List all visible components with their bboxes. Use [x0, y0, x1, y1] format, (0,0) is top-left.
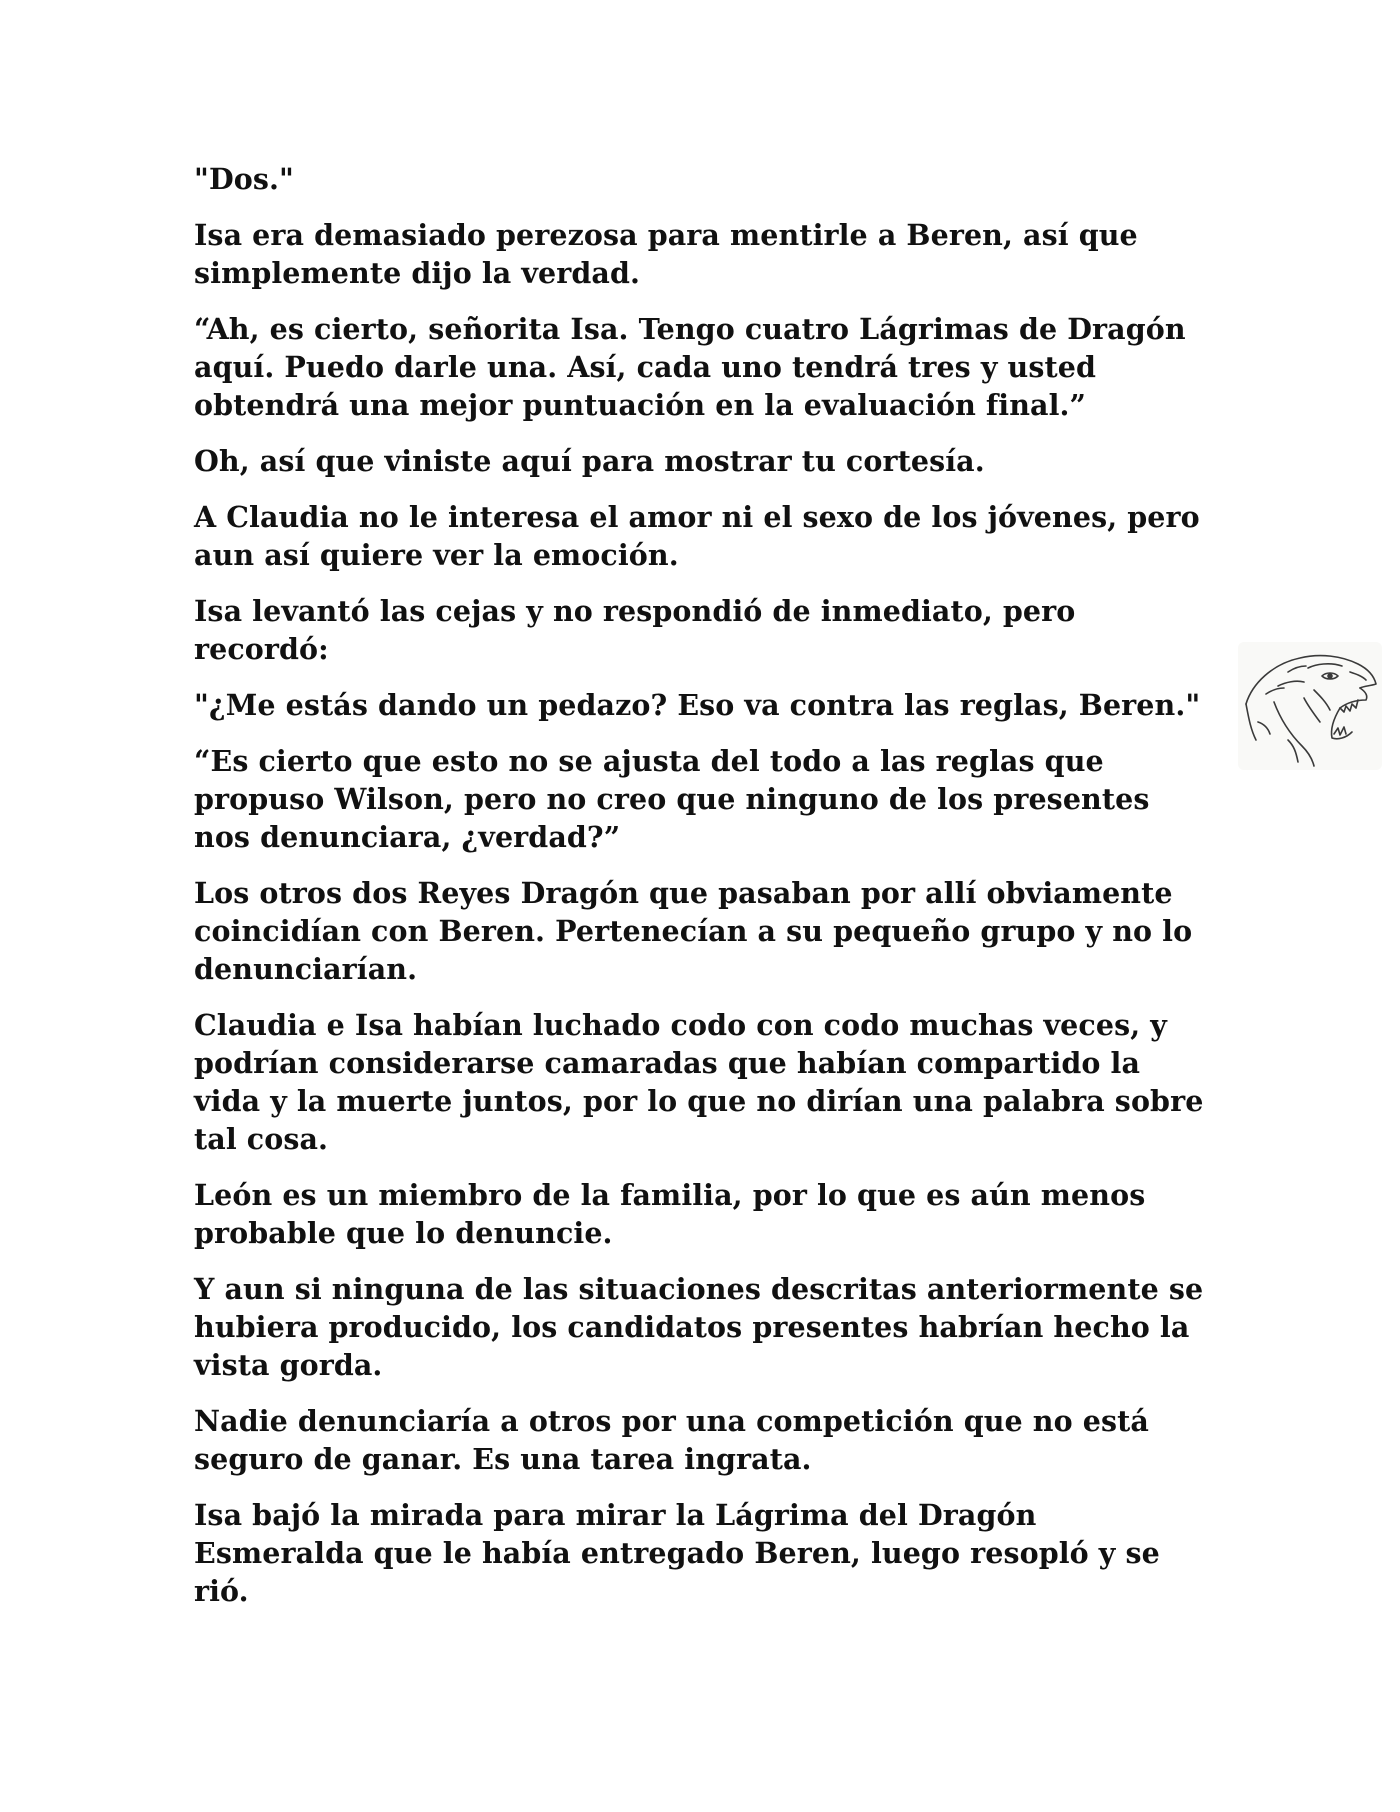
body-text	[194, 160, 1204, 1628]
paragraph-13: Nadie denunciaría a otros por una competición que no está seguro de ganar. Es una tarea ingrata.	[194, 1404, 1149, 1476]
paragraph-6: Isa levantó las cejas y no respondió de inmediato, pero recordó:	[194, 594, 1076, 666]
paragraph-8: “Es cierto que esto no se ajusta del todo a las reglas que propuso Wilson, pero no creo que ninguno de los presentes nos denunciara, ¿verdad?”	[194, 744, 1150, 854]
dinosaur-head-sketch-icon	[1238, 642, 1382, 770]
paragraph-2: Isa era demasiado perezosa para mentirle a Beren, así que simplemente dijo la verdad.	[194, 218, 1138, 290]
paragraph-12: Y aun si ninguna de las situaciones descritas anteriormente se hubiera producido, los candidatos presentes habrían hecho la vista gorda.	[194, 1272, 1204, 1382]
paragraph-4: Oh, así que viniste aquí para mostrar tu cortesía.	[194, 444, 985, 478]
paragraph-1: "Dos."	[194, 162, 294, 196]
paragraph-3: “Ah, es cierto, señorita Isa. Tengo cuatro Lágrimas de Dragón aquí. Puedo darle una. Así, cada uno tendrá tres y usted obtendrá una mejor puntuación en la evaluación final.”	[194, 312, 1186, 422]
paragraph-7: "¿Me estás dando un pedazo? Eso va contra las reglas, Beren."	[194, 688, 1201, 722]
paragraph-11: León es un miembro de la familia, por lo que es aún menos probable que lo denuncie.	[194, 1178, 1146, 1250]
paragraph-5: A Claudia no le interesa el amor ni el sexo de los jóvenes, pero aun así quiere ver la emoción.	[194, 500, 1200, 572]
paragraph-14: Isa bajó la mirada para mirar la Lágrima del Dragón Esmeralda que le había entregado Beren, luego resopló y se rió.	[194, 1498, 1160, 1608]
paragraph-10: Claudia e Isa habían luchado codo con codo muchas veces, y podrían considerarse camaradas que habían compartido la vida y la muerte juntos, por lo que no dirían una palabra sobre tal cosa.	[194, 1008, 1204, 1156]
paragraph-9: Los otros dos Reyes Dragón que pasaban por allí obviamente coincidían con Beren. Pertenecían a su pequeño grupo y no lo denunciarían.	[194, 876, 1193, 986]
